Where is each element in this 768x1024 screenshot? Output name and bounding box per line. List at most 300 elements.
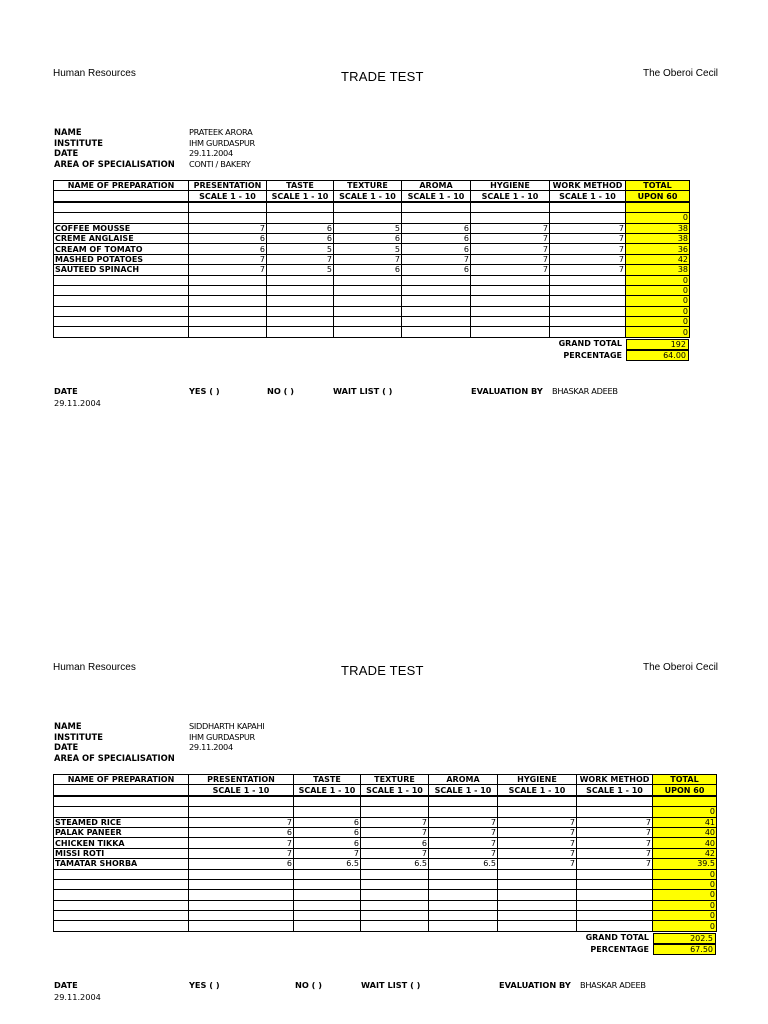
total-score-cell: 39.5 [653, 859, 717, 869]
table-row [54, 233, 690, 243]
work-method-score-cell: 7 [550, 244, 626, 254]
table-row [54, 213, 690, 223]
taste-score-cell [267, 285, 334, 295]
table-row [54, 911, 717, 921]
taste-score-cell: 6 [267, 223, 334, 233]
taste-score-cell: 6 [294, 838, 361, 848]
texture-score-cell [361, 911, 429, 921]
aroma-score-cell: 6.5 [429, 859, 498, 869]
hygiene-score-cell: 7 [471, 244, 550, 254]
footer-date-label: DATE [54, 980, 78, 990]
table-row [54, 285, 690, 295]
hygiene-score-cell [471, 213, 550, 223]
taste-score-cell: 6 [294, 827, 361, 837]
aroma-score-cell [429, 807, 498, 817]
table-row [54, 890, 717, 900]
total-score-cell: 38 [626, 223, 690, 233]
texture-score-cell [334, 213, 402, 223]
preparation-name-cell [54, 869, 189, 879]
table-row [54, 827, 717, 837]
preparation-name-cell [54, 213, 189, 223]
table-row [54, 921, 717, 931]
empty-cell [471, 202, 550, 213]
aroma-score-cell [429, 900, 498, 910]
hygiene-score-cell [471, 296, 550, 306]
work-method-score-cell [577, 911, 653, 921]
table-row [54, 838, 717, 848]
aroma-score-cell: 6 [402, 244, 471, 254]
total-score-cell: 36 [626, 244, 690, 254]
column-subheader: SCALE 1 - 10 [577, 785, 653, 796]
aroma-score-cell [402, 275, 471, 285]
name-label: NAME [54, 127, 82, 137]
date-value: 29.11.2004 [189, 148, 233, 158]
presentation-score-cell [189, 213, 267, 223]
aroma-score-cell [402, 317, 471, 327]
department-label: Human Resources [53, 68, 136, 79]
presentation-score-cell [189, 306, 267, 316]
name-value: PRATEEK ARORA [189, 127, 253, 137]
presentation-score-cell [189, 879, 294, 889]
taste-score-cell [294, 890, 361, 900]
evaluator-name: BHASKAR ADEEB [552, 386, 618, 396]
presentation-score-cell [189, 327, 267, 337]
texture-score-cell [361, 921, 429, 931]
total-score-cell: 0 [653, 921, 717, 931]
work-method-score-cell: 7 [550, 254, 626, 264]
hotel-name: The Oberoi Cecil [643, 68, 719, 79]
texture-score-cell: 7 [361, 827, 429, 837]
texture-score-cell: 6 [334, 233, 402, 243]
institute-value: IHM GURDASPUR [189, 137, 255, 148]
footer-date-value: 29.11.2004 [54, 398, 101, 408]
date-value: 29.11.2004 [189, 742, 233, 752]
preparation-name-cell [54, 275, 189, 285]
table-row [54, 817, 717, 827]
hygiene-score-cell: 7 [471, 233, 550, 243]
taste-score-cell [294, 869, 361, 879]
column-header: TASTE [267, 181, 334, 191]
hygiene-score-cell: 7 [471, 254, 550, 264]
column-header: WORK METHOD [577, 775, 653, 785]
preparation-name-cell [54, 890, 189, 900]
taste-score-cell [267, 306, 334, 316]
work-method-score-cell: 7 [577, 838, 653, 848]
column-subheader [54, 191, 189, 202]
texture-score-cell: 5 [334, 223, 402, 233]
summary-block [557, 933, 717, 957]
form-title: TRADE TEST [341, 69, 424, 84]
presentation-score-cell: 6 [189, 244, 267, 254]
preparation-name-cell: SAUTEED SPINACH [54, 265, 189, 275]
work-method-score-cell: 7 [550, 265, 626, 275]
aroma-score-cell: 6 [402, 265, 471, 275]
presentation-score-cell [189, 285, 267, 295]
grand-total-label: GRAND TOTAL [558, 339, 622, 348]
hygiene-score-cell [471, 327, 550, 337]
taste-score-cell [294, 911, 361, 921]
taste-score-cell: 7 [294, 848, 361, 858]
column-header: NAME OF PREPARATION [54, 181, 189, 191]
aroma-score-cell: 7 [429, 838, 498, 848]
presentation-score-cell: 7 [189, 265, 267, 275]
aroma-score-cell [402, 306, 471, 316]
empty-cell [402, 202, 471, 213]
no-option: NO ( ) [267, 386, 294, 396]
taste-score-cell: 5 [267, 244, 334, 254]
evaluator-name: BHASKAR ADEEB [580, 980, 646, 990]
hygiene-score-cell: 7 [498, 827, 577, 837]
yes-option: YES ( ) [189, 980, 220, 990]
taste-score-cell: 6 [267, 233, 334, 243]
presentation-score-cell [189, 869, 294, 879]
texture-score-cell: 7 [361, 817, 429, 827]
aroma-score-cell: 6 [402, 233, 471, 243]
total-score-cell: 0 [626, 317, 690, 327]
texture-score-cell: 5 [334, 244, 402, 254]
texture-score-cell [361, 879, 429, 889]
total-score-cell: 0 [653, 900, 717, 910]
hygiene-score-cell: 7 [498, 817, 577, 827]
total-score-cell: 42 [653, 848, 717, 858]
work-method-score-cell [577, 879, 653, 889]
empty-cell [189, 202, 267, 213]
taste-score-cell [294, 879, 361, 889]
empty-cell [54, 796, 189, 807]
table-row [54, 223, 690, 233]
work-method-score-cell [550, 327, 626, 337]
preparation-name-cell: TAMATAR SHORBA [54, 859, 189, 869]
empty-cell [498, 796, 577, 807]
name-label: NAME [54, 721, 82, 731]
column-subheader: UPON 60 [626, 191, 690, 202]
aroma-score-cell: 7 [429, 817, 498, 827]
form-title: TRADE TEST [341, 663, 424, 678]
hygiene-score-cell [498, 900, 577, 910]
table-row [54, 275, 690, 285]
presentation-score-cell [189, 900, 294, 910]
total-score-cell: 0 [626, 306, 690, 316]
institute-label: INSTITUTE [54, 137, 103, 148]
total-score-cell: 0 [653, 911, 717, 921]
yes-option: YES ( ) [189, 386, 220, 396]
column-subheader: SCALE 1 - 10 [267, 191, 334, 202]
total-score-cell: 0 [626, 296, 690, 306]
aroma-score-cell: 6 [402, 223, 471, 233]
texture-score-cell [361, 900, 429, 910]
texture-score-cell: 7 [361, 848, 429, 858]
column-subheader: SCALE 1 - 10 [498, 785, 577, 796]
presentation-score-cell [189, 807, 294, 817]
hygiene-score-cell: 7 [471, 223, 550, 233]
texture-score-cell [361, 807, 429, 817]
table-header-row [54, 181, 690, 191]
aroma-score-cell [402, 285, 471, 295]
preparation-name-cell: CREAM OF TOMATO [54, 244, 189, 254]
column-header: HYGIENE [471, 181, 550, 191]
presentation-score-cell: 7 [189, 848, 294, 858]
taste-score-cell: 5 [267, 265, 334, 275]
table-row [54, 900, 717, 910]
taste-score-cell [294, 900, 361, 910]
column-subheader: SCALE 1 - 10 [189, 191, 267, 202]
grand-total-label: GRAND TOTAL [585, 933, 649, 942]
info-labels [54, 721, 175, 763]
presentation-score-cell: 6 [189, 827, 294, 837]
aroma-score-cell [429, 890, 498, 900]
preparation-name-cell [54, 911, 189, 921]
total-score-cell: 0 [626, 275, 690, 285]
preparation-name-cell [54, 921, 189, 931]
column-subheader: SCALE 1 - 10 [402, 191, 471, 202]
work-method-score-cell: 7 [550, 233, 626, 243]
hygiene-score-cell [498, 879, 577, 889]
aroma-score-cell [402, 296, 471, 306]
hygiene-score-cell [498, 911, 577, 921]
taste-score-cell [294, 921, 361, 931]
presentation-score-cell [189, 275, 267, 285]
evaluation-by-label: EVALUATION BY [499, 980, 571, 990]
preparation-name-cell [54, 285, 189, 295]
table-row [54, 869, 717, 879]
taste-score-cell [267, 317, 334, 327]
no-option: NO ( ) [295, 980, 322, 990]
grand-total-value: 192 [626, 339, 689, 350]
hygiene-score-cell [498, 807, 577, 817]
work-method-score-cell [550, 306, 626, 316]
footer-date-label: DATE [54, 386, 78, 396]
column-header: NAME OF PREPARATION [54, 775, 189, 785]
aroma-score-cell: 7 [402, 254, 471, 264]
hygiene-score-cell [471, 317, 550, 327]
texture-score-cell [361, 869, 429, 879]
presentation-score-cell: 6 [189, 859, 294, 869]
wait-list-option: WAIT LIST ( ) [333, 386, 393, 396]
total-score-cell: 0 [653, 879, 717, 889]
taste-score-cell [267, 327, 334, 337]
hygiene-score-cell [498, 921, 577, 931]
column-subheader: SCALE 1 - 10 [189, 785, 294, 796]
aroma-score-cell [402, 213, 471, 223]
total-score-cell: 41 [653, 817, 717, 827]
table-row [54, 327, 690, 337]
preparation-name-cell: MASHED POTATOES [54, 254, 189, 264]
total-score-cell: 0 [653, 807, 717, 817]
preparation-name-cell: MISSI ROTI [54, 848, 189, 858]
empty-cell [267, 202, 334, 213]
empty-cell [577, 796, 653, 807]
column-header: AROMA [402, 181, 471, 191]
table-spacer-row [54, 796, 717, 807]
institute-value: IHM GURDASPUR [189, 731, 255, 742]
grand-total-value: 202.5 [653, 933, 716, 944]
specialisation-label: AREA OF SPECIALISATION [54, 752, 175, 763]
taste-score-cell: 6 [294, 817, 361, 827]
hygiene-score-cell: 7 [498, 848, 577, 858]
column-header: PRESENTATION [189, 181, 267, 191]
texture-score-cell [334, 306, 402, 316]
texture-score-cell [361, 890, 429, 900]
hygiene-score-cell [471, 285, 550, 295]
table-row [54, 859, 717, 869]
aroma-score-cell: 7 [429, 827, 498, 837]
work-method-score-cell: 7 [577, 859, 653, 869]
table-row [54, 848, 717, 858]
column-subheader: SCALE 1 - 10 [334, 191, 402, 202]
percentage-value: 64.00 [626, 350, 689, 361]
empty-cell [653, 796, 717, 807]
table-row [54, 244, 690, 254]
preparation-name-cell [54, 317, 189, 327]
empty-cell [54, 202, 189, 213]
taste-score-cell [267, 213, 334, 223]
hygiene-score-cell: 7 [498, 838, 577, 848]
column-header: TOTAL [626, 181, 690, 191]
empty-cell [361, 796, 429, 807]
column-subheader: UPON 60 [653, 785, 717, 796]
total-score-cell: 42 [626, 254, 690, 264]
presentation-score-cell: 7 [189, 817, 294, 827]
column-header: AROMA [429, 775, 498, 785]
aroma-score-cell [429, 911, 498, 921]
work-method-score-cell [550, 296, 626, 306]
info-values [189, 127, 255, 169]
hygiene-score-cell [498, 869, 577, 879]
presentation-score-cell: 7 [189, 838, 294, 848]
total-score-cell: 0 [653, 890, 717, 900]
preparation-name-cell: CHICKEN TIKKA [54, 838, 189, 848]
work-method-score-cell [577, 900, 653, 910]
presentation-score-cell: 7 [189, 223, 267, 233]
info-labels [54, 127, 175, 169]
total-score-cell: 38 [626, 265, 690, 275]
work-method-score-cell: 7 [550, 223, 626, 233]
preparation-name-cell: CREME ANGLAISE [54, 233, 189, 243]
empty-cell [189, 796, 294, 807]
table-row [54, 879, 717, 889]
aroma-score-cell [429, 921, 498, 931]
column-subheader: SCALE 1 - 10 [429, 785, 498, 796]
column-header: HYGIENE [498, 775, 577, 785]
score-table [53, 774, 717, 932]
aroma-score-cell [429, 869, 498, 879]
table-spacer-row [54, 202, 690, 213]
texture-score-cell: 6 [334, 265, 402, 275]
presentation-score-cell [189, 317, 267, 327]
presentation-score-cell [189, 890, 294, 900]
taste-score-cell: 7 [267, 254, 334, 264]
date-label: DATE [54, 742, 79, 752]
total-score-cell: 38 [626, 233, 690, 243]
texture-score-cell [334, 327, 402, 337]
table-subheader-row [54, 191, 690, 202]
column-subheader: SCALE 1 - 10 [550, 191, 626, 202]
column-header: TEXTURE [334, 181, 402, 191]
column-header: PRESENTATION [189, 775, 294, 785]
score-table [53, 180, 690, 338]
table-row [54, 296, 690, 306]
texture-score-cell [334, 317, 402, 327]
table-header-row [54, 775, 717, 785]
hygiene-score-cell: 7 [498, 859, 577, 869]
aroma-score-cell [429, 879, 498, 889]
empty-cell [429, 796, 498, 807]
texture-score-cell [334, 285, 402, 295]
work-method-score-cell: 7 [577, 817, 653, 827]
work-method-score-cell [577, 869, 653, 879]
presentation-score-cell: 6 [189, 233, 267, 243]
column-subheader: SCALE 1 - 10 [294, 785, 361, 796]
preparation-name-cell [54, 879, 189, 889]
empty-cell [626, 202, 690, 213]
column-header: WORK METHOD [550, 181, 626, 191]
table-row [54, 306, 690, 316]
empty-cell [550, 202, 626, 213]
work-method-score-cell: 7 [577, 848, 653, 858]
column-subheader: SCALE 1 - 10 [471, 191, 550, 202]
presentation-score-cell: 7 [189, 254, 267, 264]
hygiene-score-cell [498, 890, 577, 900]
work-method-score-cell [550, 275, 626, 285]
texture-score-cell [334, 296, 402, 306]
work-method-score-cell [550, 285, 626, 295]
preparation-name-cell [54, 327, 189, 337]
column-header: TEXTURE [361, 775, 429, 785]
aroma-score-cell [402, 327, 471, 337]
percentage-label: PERCENTAGE [563, 351, 622, 360]
table-row [54, 317, 690, 327]
work-method-score-cell [577, 807, 653, 817]
preparation-name-cell: COFFEE MOUSSE [54, 223, 189, 233]
table-row [54, 807, 717, 817]
total-score-cell: 40 [653, 838, 717, 848]
work-method-score-cell [577, 890, 653, 900]
texture-score-cell: 6 [361, 838, 429, 848]
work-method-score-cell: 7 [577, 827, 653, 837]
total-score-cell: 0 [626, 327, 690, 337]
presentation-score-cell [189, 296, 267, 306]
total-score-cell: 0 [653, 869, 717, 879]
column-subheader: SCALE 1 - 10 [361, 785, 429, 796]
texture-score-cell: 7 [334, 254, 402, 264]
work-method-score-cell [550, 213, 626, 223]
table-row [54, 254, 690, 264]
institute-label: INSTITUTE [54, 731, 103, 742]
name-value: SIDDHARTH KAPAHI [189, 721, 265, 731]
preparation-name-cell [54, 807, 189, 817]
total-score-cell: 0 [626, 285, 690, 295]
column-header: TOTAL [653, 775, 717, 785]
table-row [54, 265, 690, 275]
department-label: Human Resources [53, 662, 136, 673]
texture-score-cell [334, 275, 402, 285]
hygiene-score-cell [471, 306, 550, 316]
aroma-score-cell: 7 [429, 848, 498, 858]
preparation-name-cell [54, 306, 189, 316]
presentation-score-cell [189, 921, 294, 931]
presentation-score-cell [189, 911, 294, 921]
hygiene-score-cell: 7 [471, 265, 550, 275]
empty-cell [294, 796, 361, 807]
specialisation-value: CONTI / BAKERY [189, 158, 251, 169]
work-method-score-cell [577, 921, 653, 931]
percentage-value: 67.50 [653, 944, 716, 955]
total-score-cell: 0 [626, 213, 690, 223]
date-label: DATE [54, 148, 79, 158]
table-subheader-row [54, 785, 717, 796]
preparation-name-cell [54, 296, 189, 306]
taste-score-cell: 6.5 [294, 859, 361, 869]
